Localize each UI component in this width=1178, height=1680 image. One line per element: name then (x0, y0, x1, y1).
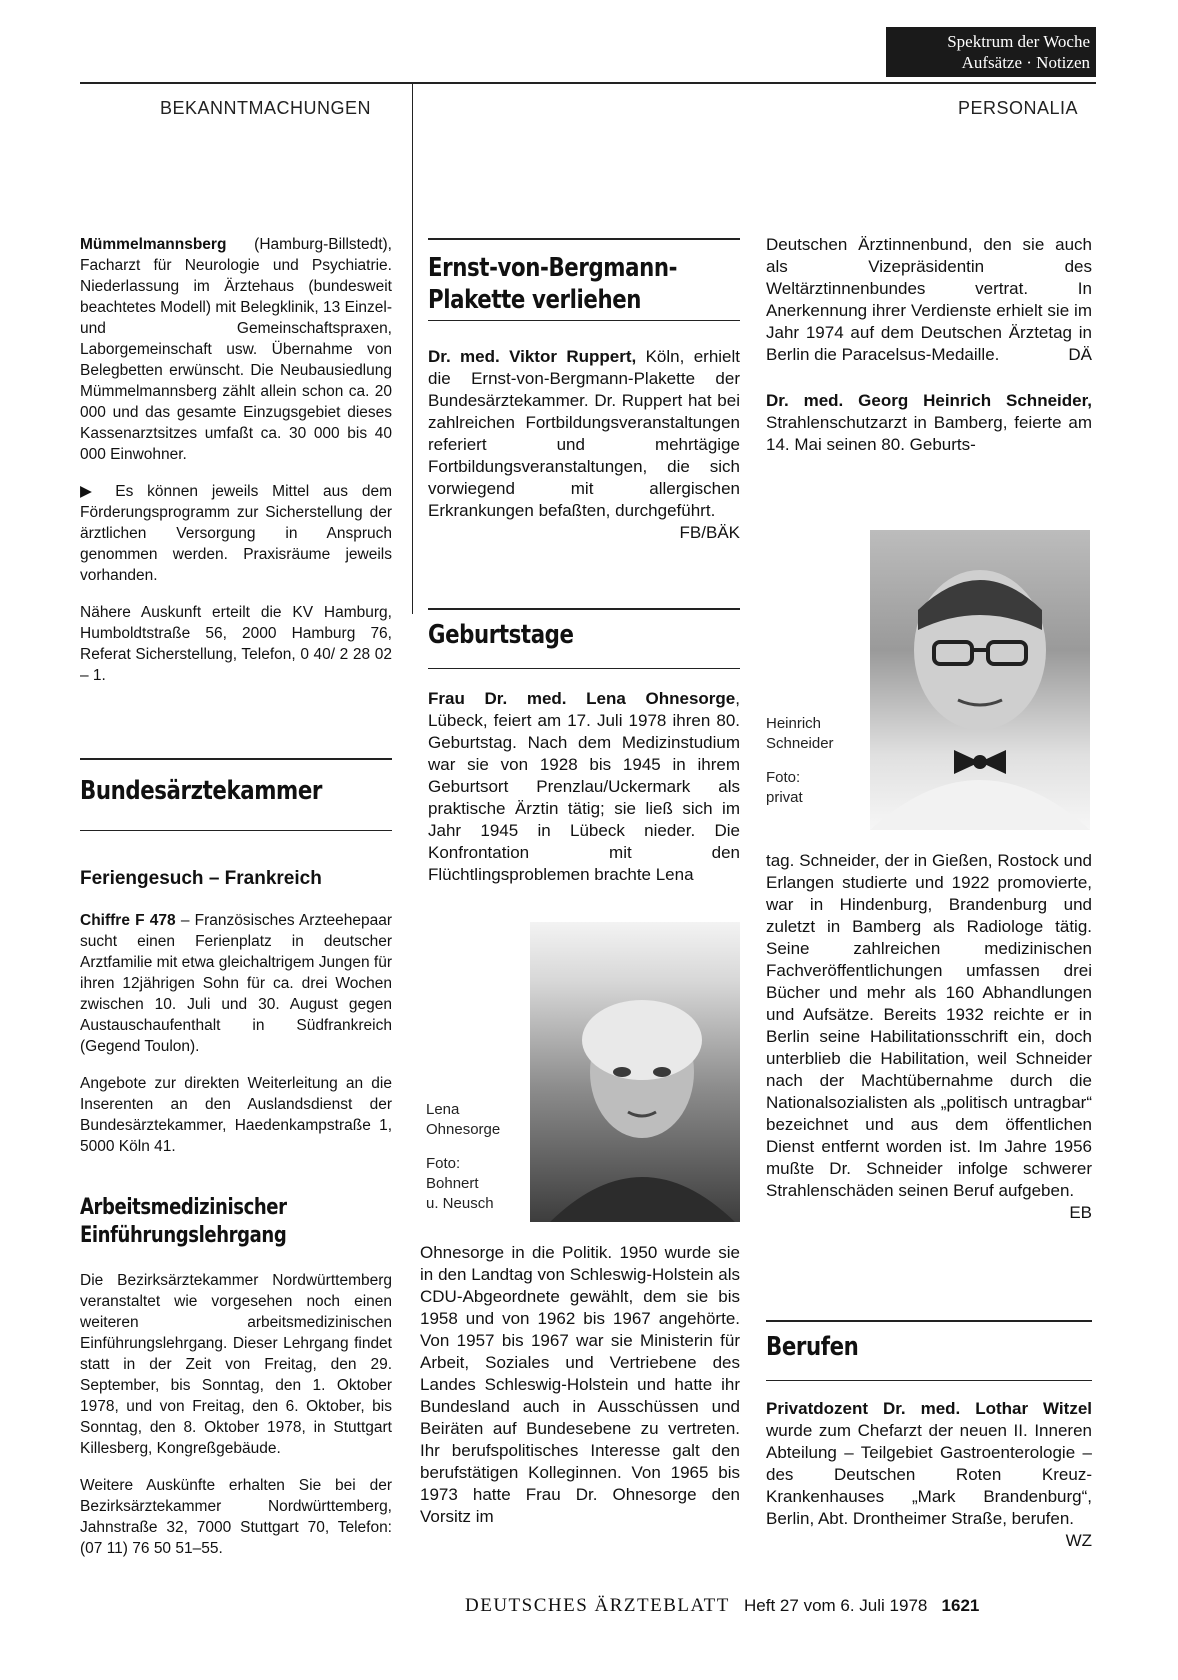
middle-column-ohnesorge-cont (420, 1242, 740, 1544)
rule-berufen-top (766, 1320, 1092, 1322)
paragraph-ruppert: Dr. med. Viktor Ruppert, Köln, erhielt die Ernst-von-Bergmann-Plakette der Bundesärztekammer. Dr. Ruppert hat bei zahlreichen Fortbildungsveranstaltungen referiert und mehrtägige Fortbildungsveranstaltungen, die sich vorwiegend mit allergischen Erkrankungen befaßten, durchgeführt. FB/BÄK (428, 347, 741, 542)
signoff-dae: DÄ (1068, 345, 1092, 364)
heading-geburtstage: Geburtstage (428, 620, 574, 650)
paragraph-schneider-laufbahn: tag. Schneider, der in Gießen, Rostock und Erlangen studierte und 1922 promovierte, war in Hindenburg, Brandenburg und zuletzt in Bamberg als Radiologe tätig. Seine zahlreichen medizinischen Fachveröffentlichungen umfassen drei Bücher und mehr als 160 Abhandlungen und Aufsätze. Bereits 1932 reichte er in Berlin seine Habilitationsschrift ein, doch unterblieb die Habilitation, weil Schneider nach der Machtübernahme durch die Nationalsozialisten als „politisch untragbar“ bezeichnet und aus dem öffentlichen Dienst entfernt worden ist. Im Jahre 1956 mußte Dr. Schneider infolge schwerer Strahlenschäden seinen Beruf aufgeben. EB (766, 851, 1092, 1222)
signoff-fb-baek: FB/BÄK (679, 523, 740, 542)
paragraph-schneider-intro: Dr. med. Georg Heinrich Schneider, Strahlenschutzarzt in Bamberg, feierte am 14. Mai seinen 80. Geburts- (766, 391, 1092, 454)
right-column-berufen (766, 1398, 1092, 1552)
left-column-lehrgang (80, 1270, 392, 1575)
rule-bergmann-bottom (428, 320, 740, 321)
section-badge (886, 27, 1096, 77)
paragraph-witzel: Privatdozent Dr. med. Lothar Witzel wurde zum Chefarzt der neuen II. Inneren Abteilung – Teilgebiet Gastroenterologie – des Deutschen Roten Kreuz-Krankenhauses „Mark Brandenburg“, Berlin, Abt. Drontheimer Straße, berufen. WZ (766, 1399, 1092, 1550)
middle-column-bergmann (428, 346, 740, 544)
photo-lena-ohnesorge (530, 922, 740, 1222)
signoff-eb: EB (1069, 1203, 1092, 1222)
paragraph-chiffre: Chiffre F 478 – Französisches Arzteehepaar sucht einen Ferienplatz in deutscher Arztfamilie mit etwa gleichaltrigem Jungen für ihren 12jährigen Sohn für ca. drei Wochen zwischen 10. Juli und 30. August gegen Austauschaufenthalt in Südfrankreich (Gegend Toulon). (80, 912, 393, 1055)
heading-bergmann-plakette: Ernst-von-Bergmann- Plakette verliehen (428, 253, 678, 315)
left-column-top (80, 234, 392, 702)
photo-heinrich-schneider (870, 530, 1090, 830)
heading-bundesaerztekammer: Bundesärztekammer (80, 776, 322, 806)
section-label-personalia: PERSONALIA (958, 98, 1079, 118)
paragraph-ohnesorge-politik: Ohnesorge in die Politik. 1950 wurde sie in den Landtag von Schleswig-Holstein als CDU-Abgeordnete gewählt, dem sie bis 1958 und von 1962 bis 1967 angehörte. Von 1957 bis 1967 war sie Ministerin für Arbeit, Soziales und Vertriebene des Landes Schleswig-Holstein und hatte ihr Bundesland auch in Ausschüssen und Beiräten auf Bundesebene zu vertreten. Ihr berufspolitisches Interesse galt den berufstätigen Kolleginnen. Von 1965 bis 1973 hatte Frau Dr. Ohnesorge den Vorsitz im (420, 1243, 740, 1526)
heading-berufen: Berufen (766, 1332, 859, 1362)
paragraph-angebote: Angebote zur direkten Weiterleitung an die Inserenten an den Auslandsdienst der Bundesärztekammer, Haedenkampstraße 1, 5000 Köln 41. (80, 1075, 392, 1155)
rule-geburtstage-top (428, 608, 740, 610)
left-column-bak (80, 910, 392, 1173)
issue-info: Heft 27 vom 6. Juli 1978 (744, 1596, 928, 1615)
badge-line-2: Aufsätze · Notizen (961, 53, 1090, 72)
rule-berufen-bottom (766, 1380, 1092, 1381)
paragraph-weitere-auskuenfte: Weitere Auskünfte erhalten Sie bei der Bezirksärztekammer Nordwürttemberg, Jahnstraße 32, 7000 Stuttgart 70, Telefon: (07 11) 76 50 51–55. (80, 1477, 392, 1557)
top-rule (80, 82, 1096, 84)
paragraph-muemmelmannsberg: Mümmelmannsberg (Hamburg-Billstedt), Facharzt für Neurologie und Psychiatrie. Niederlassung im Ärztehaus (bundesweit beachtetes Modell) mit Belegklinik, 13 Einzel- und Gemeinschaftspraxen, Laborgemeinschaft usw. Übernahme von Belegbetten erwünscht. Die Neubausiedlung Mümmelmannsberg zählt allein schon ca. 20 000 und das gesamte Einzugsgebiet dieses Kassenarztsitzes umfaßt ca. 30 000 bis 40 000 Einwohner. (80, 236, 392, 463)
page-footer (465, 1595, 979, 1617)
paragraph-ohnesorge-intro: Frau Dr. med. Lena Ohnesorge, Lübeck, feiert am 17. Juli 1978 ihren 80. Geburtstag. Nach dem Medizinstudium war sie von 1928 bis 1945 in ihrem Geburtsort Prenzlau/Uckermark als praktische Ärztin tätig; sie ließ sich im Jahr 1945 in Lübeck nieder. Die Konfrontation mit den Flüchtlingsproblemen brachte Lena (428, 689, 740, 884)
heading-feriengesuch: Feriengesuch – Frankreich (80, 868, 322, 889)
caption-ohnesorge: Lena Ohnesorge Foto: Bohnert u. Neusch (426, 1101, 501, 1212)
rule-geburtstage-bottom (428, 668, 740, 669)
caption-schneider: Heinrich Schneider Foto: privat (766, 715, 834, 806)
rule-bak-top (80, 758, 392, 760)
right-column-top (766, 234, 1092, 472)
paragraph-foerderung: ▶ Es können jeweils Mittel aus dem Förderungsprogramm zur Sicherstellung der ärztlichen Versorgung in Anspruch genommen werden. Praxisräume jeweils vorhanden. (80, 483, 392, 584)
middle-column-ohnesorge (428, 688, 740, 902)
badge-line-1: Spektrum der Woche (947, 32, 1090, 51)
page-number: 1621 (941, 1596, 980, 1615)
paragraph-auskunft-kv: Nähere Auskunft erteilt die KV Hamburg, Humboldtstraße 56, 2000 Hamburg 76, Referat Sicherstellung, Telefon, 0 40/ 2 28 02 – 1. (80, 604, 392, 684)
paragraph-aerztinnenbund: Deutschen Ärztinnenbund, den sie auch als Vizepräsidentin des Weltärztinnenbundes vertrat. In Anerkennung ihrer Verdienste erhielt sie im Jahr 1974 auf dem Deutschen Ärztetag in Berlin die Paracelsus-Medaille. DÄ (766, 235, 1092, 364)
column-divider (412, 84, 413, 614)
section-label-bekanntmachungen: BEKANNTMACHUNGEN (160, 98, 372, 118)
right-column-schneider-cont (766, 850, 1092, 1224)
signoff-wz: WZ (1065, 1531, 1092, 1550)
paragraph-lehrgang: Die Bezirksärztekammer Nordwürttemberg veranstaltet wie vorgesehen noch einen weiteren arbeitsmedizinischen Einführungslehrgang. Dieser Lehrgang findet statt in der Zeit von Freitag, den 29. September, bis Sonntag, den 1. Oktober 1978, und von Freitag, den 6. Oktober, bis Sonntag, den 8. Oktober 1978, in Stuttgart Killesberg, Kongreßgebäude. (80, 1272, 392, 1457)
heading-arbeitsmedizinischer: Arbeitsmedizinischer Einführungslehrgang (80, 1195, 287, 1248)
portrait-woman-icon (530, 922, 740, 1222)
portrait-man-icon (870, 530, 1090, 830)
journal-name: DEUTSCHES ÄRZTEBLATT (465, 1595, 730, 1616)
rule-bak-bottom (80, 830, 392, 831)
rule-bergmann-top (428, 238, 740, 240)
